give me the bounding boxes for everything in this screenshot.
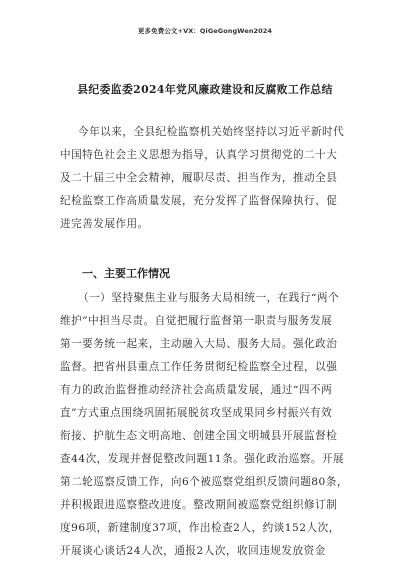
intro-line: 纪检监察工作高质量发展，充分发挥了监督保障执行、促: [60, 195, 338, 207]
intro-line: 中国特色社会主义思想为指导，认真学习贯彻党的二十大: [60, 149, 338, 161]
body-line: 第一要务统一起来，主动融入大局、服务大局。强化政治: [60, 338, 338, 350]
body-line: 第二轮巡察反馈工作，向6个被巡察党组织反馈问题80条，: [60, 476, 348, 488]
intro-line: 及二十届三中全会精神，履职尽责、担当作为，推动全县: [60, 172, 338, 184]
body-line: 查44次，发现并督促整改问题11条。强化政治巡察。开展: [60, 453, 345, 465]
body-line: 有力的政治监督推动经济社会高质量发展，通过“四不两: [60, 384, 333, 396]
header-note: 更多免费公文+VX：QiGeGongWen2024: [137, 27, 273, 35]
body-line: （一）坚持聚焦主业与服务大局相统一，在践行“两个: [78, 292, 340, 304]
body-line: 维护”中担当尽责。自觉把履行监督第一职责与服务发展: [60, 315, 333, 327]
intro-line: 进完善发展作用。: [60, 218, 149, 230]
intro-line: 今年以来，全县纪检监察机关始终坚持以习近平新时代: [78, 126, 345, 138]
body-line: 度96项，新建制度37项，作出检查2人，约谈152人次，: [60, 522, 340, 534]
body-line: 衔接、护航生态文明高地、创建全国文明城县开展监督检: [60, 430, 338, 442]
body-line: 直”方式重点围绕巩固拓展脱贫攻坚成果同乡村振兴有效: [60, 407, 333, 419]
body-line: 开展谈心谈话24人次，通报2人次，收回违规发放资金: [60, 545, 326, 557]
section-heading: 一、主要工作情况: [82, 267, 170, 280]
body-line: 并积极跟进巡察整改进度。整改期间被巡察党组织修订制: [60, 499, 338, 511]
document-title: 县纪委监委2024年党风廉政建设和反腐败工作总结: [77, 83, 333, 96]
body-line: 监督。把省州县重点工作任务贯彻纪检监察全过程，以强: [60, 361, 338, 373]
